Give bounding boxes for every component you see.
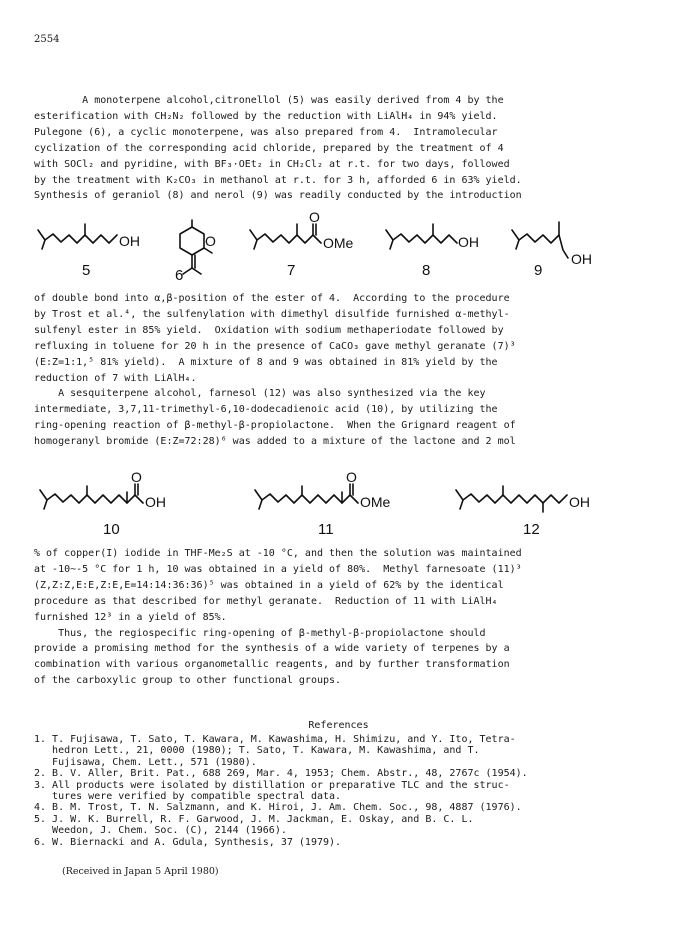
structure-10-group: OH [145,494,166,510]
structure-6 [175,220,216,284]
structure-6-group: O [205,233,216,249]
received-date: (Received in Japan 5 April 1980) [62,866,219,877]
structure-6-label: 6 [175,267,184,284]
structure-11 [255,469,391,538]
structure-7-carbonyl: O [309,209,320,225]
structure-5-label: 5 [82,262,91,279]
structure-5 [38,224,140,279]
structure-11-label: 11 [318,521,334,538]
structure-12-label: 12 [523,521,540,538]
structure-8-group: OH [458,234,479,250]
structure-8 [386,224,479,279]
structure-12 [456,486,590,538]
structure-11-group: OMe [360,494,391,510]
structure-9-group: OH [571,251,592,267]
structure-9 [512,222,592,279]
references-list: 1. T. Fujisawa, T. Sato, T. Kawara, M. Kawashima, H. Shimizu, and Y. Ito, Tetra- hedron Lett., 21, 0000 (1980); T. Sato, T. Kawara, M. Kawashima, and T. Fujisawa, Chem. Lett., 571 (1980). 2. B. V. Aller, Brit. Pat., 688 269, Mar. 4, 1953; Chem. Abstr., 48, 2767c (1954). 3. All products were isolated by distillation or preparative TLC and the struc- tures were verified by compatible spectral data. 4. B. M. Trost, T. N. Salzmann, and K. Hiroi, J. Am. Chem. Soc., 98, 4887 (1976). 5. J. W. K. Burrell, R. F. Garwood, J. M. Jackman, E. Oskay, and B. C. L. Weedon, J. Chem. Soc. (C), 2144 (1966). 6. W. Biernacki and A. Gdula, Synthesis, 37 (1979). [34,734,528,848]
structure-10-carbonyl: O [131,469,142,485]
structure-row-2 [0,469,677,540]
structure-row-1 [0,209,677,290]
structure-12-group: OH [569,494,590,510]
body-paragraph-3: % of copper(I) iodide in THF-Me₂S at -10 °C, and then the solution was maintained at -10~-5 °C for 1 h, 10 was obtained in a yield of 80%. Methyl farnesoate (11)³ (Z,Z:Z,E:E,Z:E,E=14:14:36:36)⁵ was obtained in a yield of 62% by the identical procedure as that described for methyl geranate. Reduction of 11 with LiAlH₄ furnished 12³ in a yield of 85%. Thus, the regiospecific ring-opening of β-methyl-β-propiolactone should provide a promising method for the synthesis of a wide variety of terpenes by a combination with various organometallic reagents, and by further transformation of the carboxylic group to other functional groups. [34,548,522,687]
structure-8-label: 8 [422,262,431,279]
references-heading: References [308,720,369,731]
structure-5-group: OH [119,233,140,249]
structure-9-label: 9 [534,262,543,279]
page-number: 2554 [34,34,60,45]
structure-7-label: 7 [287,262,296,279]
structure-10-label: 10 [103,521,120,538]
structure-11-carbonyl: O [346,469,357,485]
body-paragraph-1: A monoterpene alcohol,citronellol (5) was easily derived from 4 by the esterification with CH₂N₂ followed by the reduction with LiAlH₄ in 94% yield. Pulegone (6), a cyclic monoterpene, was also prepared from 4. Intramolecular cyclization of the corresponding acid chloride, prepared by the treatment of 4 with SOCl₂ and pyridine, with BF₃·OEt₂ in CH₂Cl₂ at r.t. for two days, followed by the treatment with K₂CO₃ in methanol at r.t. for 3 h, afforded 6 in 63% yield. Synthesis of geraniol (8) and nerol (9) was readily conducted by the introduction [34,95,522,202]
structure-10 [40,469,166,538]
structure-7 [250,209,354,279]
body-paragraph-2: of double bond into α,β-position of the ester of 4. According to the procedure by Trost et al.⁴, the sulfenylation with dimethyl disulfide furnished α-methyl- sulfenyl ester in 85% yield. Oxidation with sodium methaperiodate followed by refluxing in toluene for 20 h in the presence of CaCO₃ gave methyl geranate (7)³ (E:Z=1:1,⁵ 81% yield). A mixture of 8 and 9 was obtained in 81% yield by the reduction of 7 with LiAlH₄. A sesquiterpene alcohol, farnesol (12) was also synthesized via the key intermediate, 3,7,11-trimethyl-6,10-dodecadienoic acid (10), by utilizing the ring-opening reaction of β-methyl-β-propiolactone. When the Grignard reagent of homogeranyl bromide (E:Z=72:28)⁶ was added to a mixture of the lactone and 2 mol [34,293,516,448]
structure-7-group: OMe [323,235,354,251]
